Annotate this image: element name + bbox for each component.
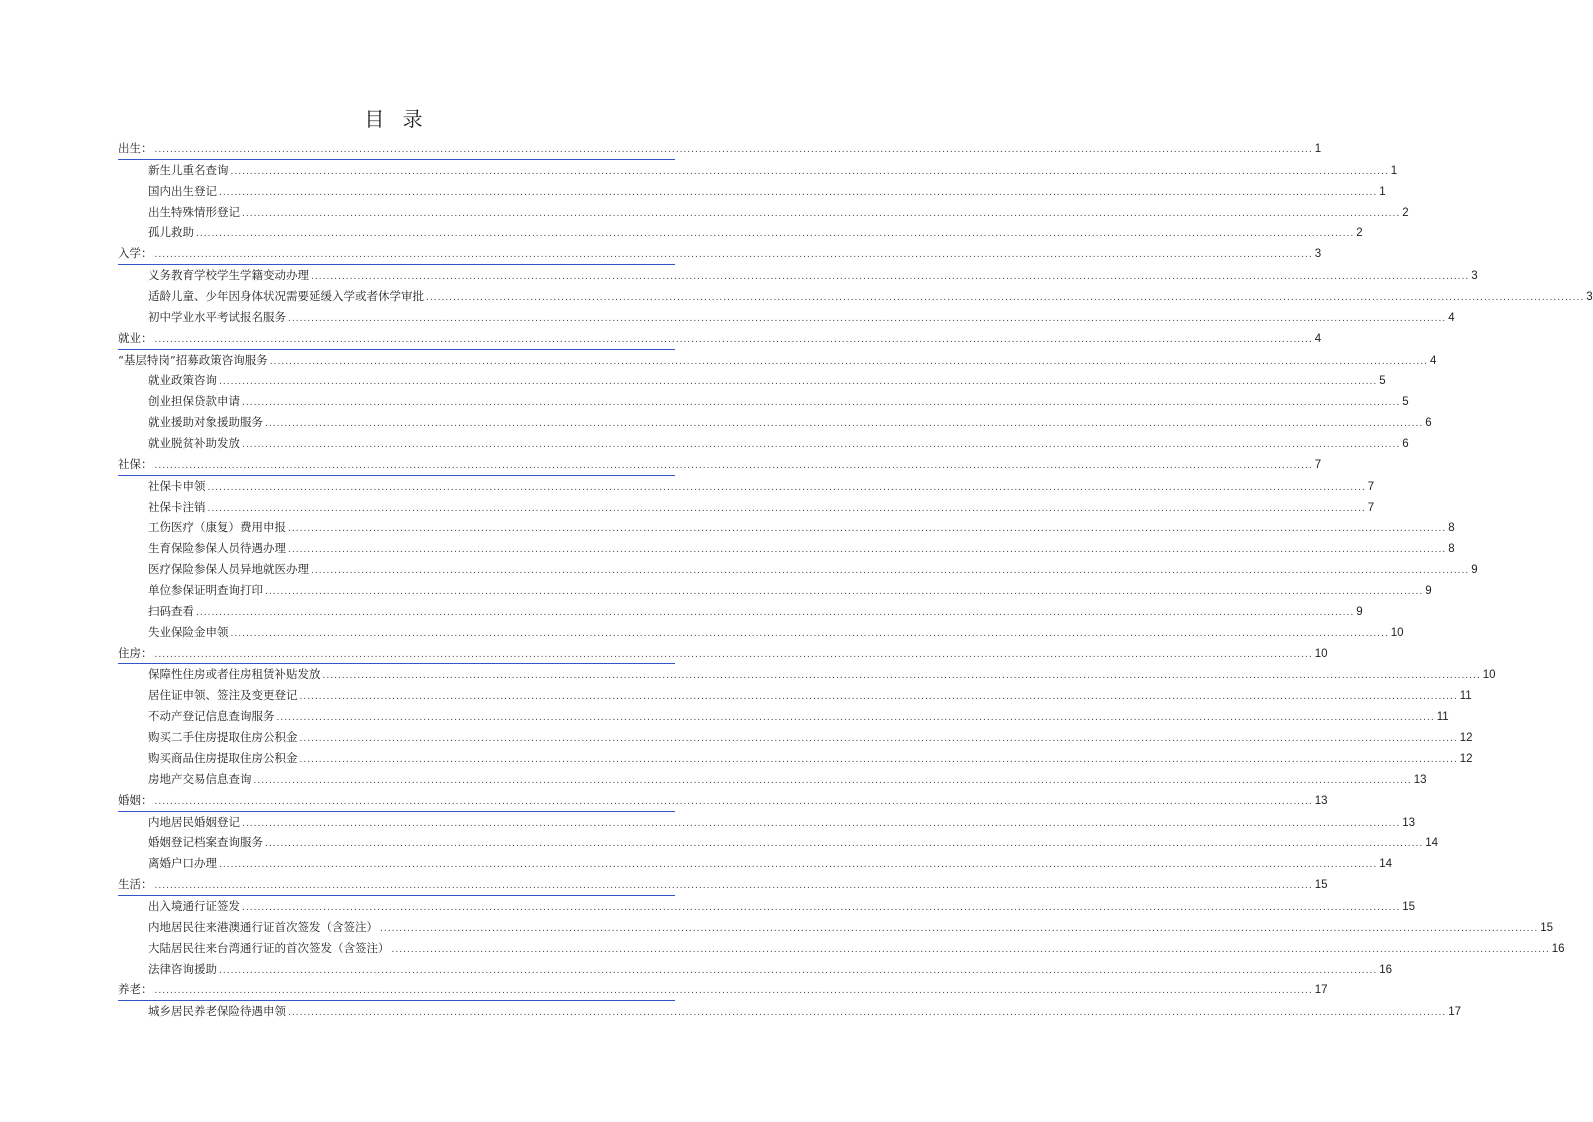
toc-entry[interactable] bbox=[118, 896, 1416, 917]
dot-leader: ............................................................................................................................................................................................................................................................................................................ bbox=[288, 1008, 1447, 1019]
toc-page-number: 15 bbox=[1540, 921, 1554, 934]
toc-page-number: 16 bbox=[1379, 963, 1393, 976]
dot-leader: ............................................................................................................................................................................................................................................................................................................ bbox=[299, 754, 1458, 765]
toc-entry-text: 法律咨询援助 bbox=[148, 961, 217, 976]
toc-entry-text: 就业脱贫补助发放 bbox=[148, 436, 240, 451]
toc-entry-text: 孤儿救助 bbox=[148, 225, 194, 240]
toc-entry[interactable] bbox=[118, 664, 1496, 685]
toc-page-number: 5 bbox=[1379, 375, 1386, 388]
toc-page-number: 13 bbox=[1413, 773, 1427, 786]
toc-entry-text: 失业保险金申领 bbox=[148, 624, 229, 639]
toc-entry[interactable] bbox=[118, 685, 1472, 706]
toc-entry-text: 住房： bbox=[118, 645, 153, 660]
toc-section-heading[interactable] bbox=[118, 454, 1322, 476]
toc-entry[interactable] bbox=[118, 748, 1473, 769]
toc-page-number: 10 bbox=[1390, 626, 1404, 639]
dot-leader: ............................................................................................................................................................................................................................................................................................................ bbox=[242, 440, 1401, 451]
toc-entry-text: 大陆居民往来台湾通行证的首次签发（含签注） bbox=[148, 940, 390, 955]
toc-entry-text: 婚姻： bbox=[118, 792, 153, 807]
toc-page-number: 15 bbox=[1402, 900, 1416, 913]
dot-leader: ............................................................................................................................................................................................................................................................................................................ bbox=[299, 734, 1458, 745]
dot-leader: ............................................................................................................................................................................................................................................................................................................ bbox=[154, 460, 1313, 471]
toc-entry[interactable] bbox=[118, 917, 1554, 938]
toc-page-number: 3 bbox=[1471, 270, 1478, 283]
dot-leader: ............................................................................................................................................................................................................................................................................................................ bbox=[207, 503, 1366, 514]
dot-leader: ............................................................................................................................................................................................................................................................................................................ bbox=[299, 692, 1458, 703]
dot-leader: ............................................................................................................................................................................................................................................................................................................ bbox=[288, 524, 1447, 535]
dot-leader: ............................................................................................................................................................................................................................................................................................................ bbox=[276, 713, 1435, 724]
toc-page-number: 2 bbox=[1402, 206, 1409, 219]
dot-leader: ............................................................................................................................................................................................................................................................................................................ bbox=[219, 860, 1378, 871]
toc-page-number: 17 bbox=[1448, 1006, 1462, 1019]
toc-entry-text: 义务教育学校学生学籍变动办理 bbox=[148, 268, 309, 283]
toc-page-number: 13 bbox=[1314, 794, 1328, 807]
toc-entry-text: 房地产交易信息查询 bbox=[148, 771, 252, 786]
dot-leader: ............................................................................................................................................................................................................................................................................................................ bbox=[265, 839, 1424, 850]
toc-entry[interactable] bbox=[118, 265, 1478, 286]
toc-section-heading[interactable] bbox=[118, 138, 1322, 160]
dot-leader: ............................................................................................................................................................................................................................................................................................................ bbox=[242, 902, 1401, 913]
dot-leader: ............................................................................................................................................................................................................................................................................................................ bbox=[288, 545, 1447, 556]
toc-page-number: 9 bbox=[1356, 605, 1363, 618]
toc-entry-text: 社保卡申领 bbox=[148, 478, 206, 493]
toc-entry-text: 工伤医疗（康复）费用申报 bbox=[148, 520, 286, 535]
toc-entry[interactable] bbox=[118, 391, 1409, 412]
toc-page-number: 12 bbox=[1459, 732, 1473, 745]
toc-entry-text: 居住证申领、签注及变更登记 bbox=[148, 688, 298, 703]
toc-entry-text: 出生： bbox=[118, 141, 153, 155]
dot-leader: ............................................................................................................................................................................................................................................................................................................ bbox=[196, 229, 1355, 240]
page-title: 目 录 bbox=[364, 107, 429, 131]
toc-entry-text: 出入境通行证签发 bbox=[148, 898, 240, 913]
toc-entry-text: 医疗保险参保人员异地就医办理 bbox=[148, 562, 309, 577]
toc-entry[interactable] bbox=[118, 222, 1363, 243]
toc-entry-text: 购买商品住房提取住房公积金 bbox=[148, 750, 298, 765]
toc-entry[interactable] bbox=[118, 517, 1455, 538]
dot-leader: ............................................................................................................................................................................................................................................................................................................ bbox=[154, 649, 1313, 660]
toc-page-number: 9 bbox=[1425, 585, 1432, 598]
dot-leader: ............................................................................................................................................................................................................................................................................................................ bbox=[154, 986, 1313, 997]
dot-leader: ............................................................................................................................................................................................................................................................................................................ bbox=[230, 628, 1389, 639]
dot-leader: ............................................................................................................................................................................................................................................................................................................ bbox=[219, 965, 1378, 976]
toc-entry[interactable] bbox=[118, 497, 1375, 518]
dot-leader: ............................................................................................................................................................................................................................................................................................................ bbox=[242, 208, 1401, 219]
toc-page-number: 7 bbox=[1367, 480, 1375, 493]
toc-page-number: 5 bbox=[1402, 396, 1409, 409]
toc-page-number: 3 bbox=[1314, 248, 1322, 261]
toc-page-number: 8 bbox=[1448, 522, 1455, 535]
toc-entry[interactable] bbox=[118, 307, 1455, 328]
dot-leader: ............................................................................................................................................................................................................................................................................................................ bbox=[196, 607, 1355, 618]
dot-leader: ............................................................................................................................................................................................................................................................................................................ bbox=[242, 398, 1401, 409]
toc-entry[interactable] bbox=[118, 832, 1439, 853]
toc-entry[interactable] bbox=[118, 538, 1455, 559]
toc-page-number: 10 bbox=[1482, 669, 1496, 682]
toc-entry[interactable] bbox=[118, 622, 1404, 643]
toc-entry-text: 养老： bbox=[118, 982, 153, 997]
toc-entry[interactable] bbox=[118, 769, 1427, 790]
toc-entry[interactable] bbox=[118, 370, 1386, 391]
table-of-contents bbox=[118, 138, 1593, 1022]
dot-leader: ............................................................................................................................................................................................................................................................................................................ bbox=[219, 187, 1378, 198]
dot-leader: ............................................................................................................................................................................................................................................................................................................ bbox=[426, 293, 1585, 304]
dot-leader: ............................................................................................................................................................................................................................................................................................................ bbox=[311, 272, 1470, 283]
toc-entry-text: 婚姻登记档案查询服务 bbox=[148, 835, 263, 850]
toc-entry-text: “基层特岗”招募政策咨询服务 bbox=[118, 352, 268, 367]
toc-entry[interactable] bbox=[118, 1001, 1462, 1022]
toc-page-number: 2 bbox=[1356, 227, 1363, 240]
toc-entry-text: 社保： bbox=[118, 456, 153, 471]
toc-entry-text: 出生特殊情形登记 bbox=[148, 204, 240, 219]
toc-page-number: 13 bbox=[1402, 816, 1416, 829]
toc-entry-text: 初中学业水平考试报名服务 bbox=[148, 309, 286, 324]
toc-entry[interactable] bbox=[118, 812, 1416, 833]
toc-entry[interactable] bbox=[118, 350, 1437, 371]
toc-entry-text: 生育保险参保人员待遇办理 bbox=[148, 541, 286, 556]
dot-leader: ............................................................................................................................................................................................................................................................................................................ bbox=[219, 377, 1378, 388]
toc-entry-text: 生活： bbox=[118, 877, 153, 892]
toc-entry[interactable] bbox=[118, 853, 1393, 874]
toc-page-number: 9 bbox=[1471, 564, 1478, 577]
toc-page-number: 14 bbox=[1425, 837, 1439, 850]
toc-entry-text: 保障性住房或者住房租赁补贴发放 bbox=[148, 667, 321, 682]
dot-leader: ............................................................................................................................................................................................................................................................................................................ bbox=[265, 419, 1424, 430]
toc-page-number: 1 bbox=[1379, 185, 1386, 198]
dot-leader: ............................................................................................................................................................................................................................................................................................................ bbox=[265, 587, 1424, 598]
dot-leader: ............................................................................................................................................................................................................................................................................................................ bbox=[230, 166, 1389, 177]
toc-page-number: 7 bbox=[1367, 501, 1375, 514]
toc-page-number: 12 bbox=[1459, 752, 1473, 765]
toc-section-heading[interactable] bbox=[118, 979, 1328, 1001]
dot-leader: ............................................................................................................................................................................................................................................................................................................ bbox=[154, 145, 1313, 155]
toc-entry[interactable] bbox=[118, 727, 1473, 748]
toc-entry-text: 创业担保贷款申请 bbox=[148, 394, 240, 409]
dot-leader: ............................................................................................................................................................................................................................................................................................................ bbox=[253, 775, 1412, 786]
toc-page-number: 6 bbox=[1425, 417, 1432, 430]
toc-page-number: 14 bbox=[1379, 858, 1393, 871]
dot-leader: ............................................................................................................................................................................................................................................................................................................ bbox=[380, 923, 1539, 934]
toc-section-heading[interactable] bbox=[118, 874, 1328, 896]
toc-entry-text: 离婚户口办理 bbox=[148, 856, 217, 871]
dot-leader: ............................................................................................................................................................................................................................................................................................................ bbox=[154, 796, 1313, 807]
toc-entry-text: 入学： bbox=[118, 246, 153, 261]
toc-entry[interactable] bbox=[118, 202, 1409, 223]
toc-page-number: 4 bbox=[1448, 311, 1455, 324]
toc-page-number: 16 bbox=[1551, 942, 1565, 955]
toc-page-number: 10 bbox=[1314, 647, 1328, 660]
toc-entry-text: 城乡居民养老保险待遇申领 bbox=[148, 1004, 286, 1019]
toc-entry-text: 内地居民婚姻登记 bbox=[148, 814, 240, 829]
toc-page-number: 3 bbox=[1586, 291, 1593, 304]
toc-entry-text: 购买二手住房提取住房公积金 bbox=[148, 730, 298, 745]
toc-page-number: 15 bbox=[1314, 879, 1328, 892]
toc-entry[interactable] bbox=[118, 160, 1398, 181]
toc-section-heading[interactable] bbox=[118, 790, 1328, 812]
toc-section-heading[interactable] bbox=[118, 643, 1328, 665]
toc-section-heading[interactable] bbox=[118, 328, 1322, 350]
dot-leader: ............................................................................................................................................................................................................................................................................................................ bbox=[154, 250, 1313, 261]
toc-entry-text: 单位参保证明查询打印 bbox=[148, 583, 263, 598]
toc-page-number: 6 bbox=[1402, 438, 1409, 451]
toc-entry-text: 新生儿重名查询 bbox=[148, 162, 229, 177]
dot-leader: ............................................................................................................................................................................................................................................................................................................ bbox=[269, 356, 1429, 367]
toc-entry[interactable] bbox=[118, 706, 1449, 727]
toc-entry-text: 就业援助对象援助服务 bbox=[148, 415, 263, 430]
dot-leader: ............................................................................................................................................................................................................................................................................................................ bbox=[207, 482, 1366, 493]
toc-page-number: 1 bbox=[1314, 143, 1322, 155]
toc-entry[interactable] bbox=[118, 412, 1432, 433]
toc-page-number: 4 bbox=[1314, 332, 1322, 345]
toc-entry[interactable] bbox=[118, 559, 1478, 580]
toc-page-number: 4 bbox=[1430, 354, 1437, 367]
toc-entry[interactable] bbox=[118, 601, 1363, 622]
dot-leader: ............................................................................................................................................................................................................................................................................................................ bbox=[322, 671, 1481, 682]
dot-leader: ............................................................................................................................................................................................................................................................................................................ bbox=[154, 881, 1313, 892]
toc-section-heading[interactable] bbox=[118, 243, 1322, 265]
toc-entry[interactable] bbox=[118, 959, 1393, 980]
toc-page-number: 7 bbox=[1314, 458, 1322, 471]
toc-entry-text: 就业： bbox=[118, 330, 153, 345]
toc-entry[interactable] bbox=[118, 476, 1375, 497]
toc-entry[interactable] bbox=[118, 938, 1565, 959]
toc-page-number: 17 bbox=[1314, 984, 1328, 997]
toc-entry-text: 不动产登记信息查询服务 bbox=[148, 709, 275, 724]
toc-entry-text: 国内出生登记 bbox=[148, 183, 217, 198]
toc-entry[interactable] bbox=[118, 580, 1432, 601]
toc-entry[interactable] bbox=[118, 433, 1409, 454]
toc-entry-text: 就业政策咨询 bbox=[148, 373, 217, 388]
dot-leader: ............................................................................................................................................................................................................................................................................................................ bbox=[242, 818, 1401, 829]
toc-page-number: 11 bbox=[1459, 690, 1472, 703]
dot-leader: ............................................................................................................................................................................................................................................................................................................ bbox=[154, 334, 1313, 345]
toc-entry[interactable] bbox=[118, 286, 1593, 307]
toc-entry-text: 适龄儿童、少年因身体状况需要延缓入学或者休学审批 bbox=[148, 289, 424, 304]
dot-leader: ............................................................................................................................................................................................................................................................................................................ bbox=[391, 944, 1550, 955]
toc-page-number: 8 bbox=[1448, 543, 1455, 556]
dot-leader: ............................................................................................................................................................................................................................................................................................................ bbox=[311, 566, 1470, 577]
toc-entry-text: 社保卡注销 bbox=[148, 499, 206, 514]
toc-entry-text: 扫码查看 bbox=[148, 603, 194, 618]
toc-entry-text: 内地居民往来港澳通行证首次签发（含签注） bbox=[148, 919, 378, 934]
dot-leader: ............................................................................................................................................................................................................................................................................................................ bbox=[288, 313, 1447, 324]
toc-page-number: 11 bbox=[1436, 711, 1449, 724]
toc-page-number: 1 bbox=[1390, 164, 1398, 177]
toc-entry[interactable] bbox=[118, 181, 1386, 202]
